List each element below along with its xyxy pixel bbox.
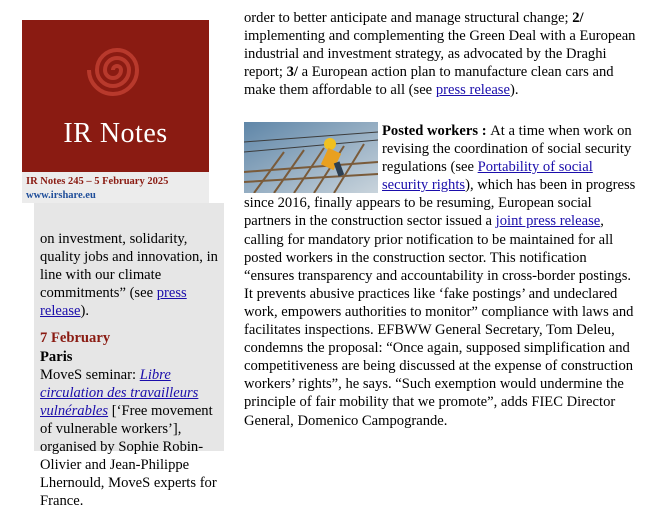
article-heading: Posted workers : [382,123,491,139]
ir-notes-logo [22,20,209,203]
sidebar-press-release-link[interactable]: press release [40,285,187,320]
top-text-4: ). [509,82,519,99]
main-top-paragraph [244,9,639,99]
top-text-3: a European action plan to manufacture clean cars and make them affordable to all (see [244,64,614,99]
top-bold-1: 2/ [572,10,584,26]
joint-press-release-link[interactable]: joint press release [495,213,601,230]
article-text-1: At a time when work on revising the coordination of social security regulations (see [382,123,632,176]
article-text-3: , calling for mandatory prior notification to be maintained for all posted workers in the construction sector. This notification “ensures transparency and accountability in cross-border postings. It prevents abusive practices like ‘fake postings’ and undeclared work, empowers authorities to monitor” compliance with laws and facilitates inspections. EFBWW General Secretary, Tom Deleu, condemns the proposal: “Once again, supposed simplification and competitiveness are being discussed at the expense of construction workers’ rights”, he says. “Such exemption would undermine the principle of fair mobility that we promote”, adds FIEC Director General, Domenico Campogrande. [244,213,634,429]
logo-title: IR Notes [63,118,168,149]
top-bold-2: 3/ [286,64,298,81]
sidebar-paragraph-text: on investment, solidarity, quality jobs and innovation, in line with our climate commitments” (see [40,231,218,302]
construction-workers-photo [244,122,378,193]
logo-url: www.irshare.eu [26,190,96,201]
event-description [40,366,224,510]
logo-banner [22,20,209,172]
event-date: 7 February [40,330,111,347]
logo-issue: IR Notes 245 – 5 February 2025 [26,176,169,187]
top-text-2: implementing and complementing the Green Deal with a European industrial and investment strategy, as advocated by the Draghi report; [244,28,636,81]
sidebar-text [40,230,224,510]
sidebar [34,203,224,510]
event-rest: [‘Free movement of vulnerable workers’], organised by Sophie Robin-Olivier and Jean-Philippe Lhernould, MoveS experts for France. [40,402,217,510]
article-text-2: ), which has been in progress since 2016, finally appears to be resuming, European social partners in the construction sector issued a [244,177,636,230]
event-intro: MoveS seminar: [40,366,140,383]
top-press-release-link[interactable]: press release [435,82,510,99]
portability-link[interactable]: Portability of social security rights [382,159,593,194]
seminar-link[interactable]: Libre circulation des travailleurs vulnérables [40,366,199,419]
top-text-1: order to better anticipate and manage structural change; [244,10,573,26]
event-city: Paris [40,348,73,365]
sidebar-paragraph [40,230,224,320]
sidebar-paragraph-end: ). [80,303,90,320]
swirl-icon [82,30,152,110]
posted-workers-article [244,122,639,430]
